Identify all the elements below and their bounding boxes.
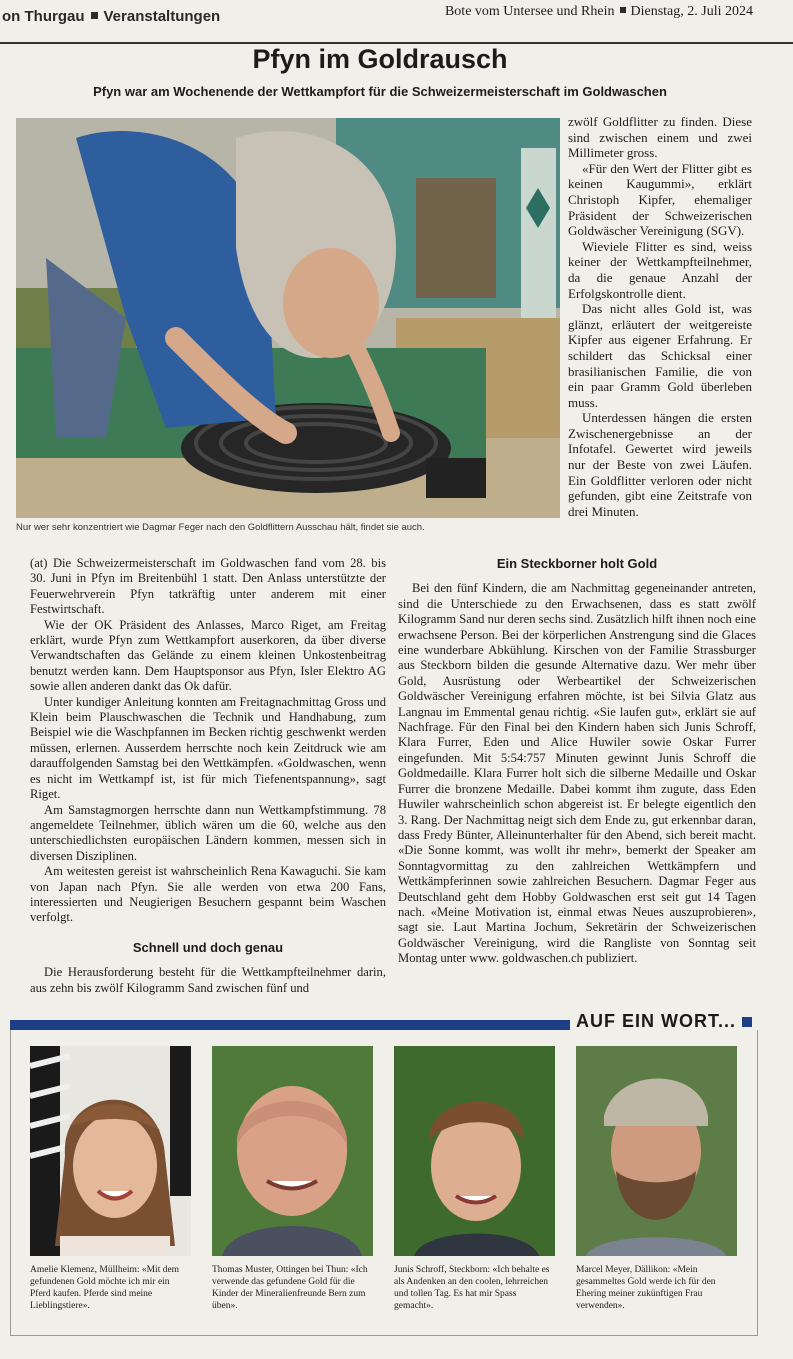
auf-ein-wort-label <box>570 1011 758 1032</box>
paragraph: Am Samstagmorgen herrschte dann nun Wettkampfstimmung. 78 angemeldete Teilnehmer, üblich wären um die 60, welche aus den unterschiedlichsten europäischen Ländern kommen, messen sich in diversen Disziplinen. <box>30 802 386 863</box>
paragraph: Am weitesten gereist ist wahrscheinlich Rena Kawaguchi. Sie kam von Japan nach Pfyn. Sie alle werden von etwa 200 Fans, interessierten und Neugierigen Besuchern gespannt beim Waschen verfolgt. <box>30 864 386 925</box>
article-title: Pfyn im Goldrausch <box>252 44 508 74</box>
paragraph: Das nicht alles Gold ist, was glänzt, erläutert der weitgereiste Kipfer aus eigener Erfahrung. Er schildert das Schicksal einer brasilianischen Familie, die von ein paar Gramm Gold überleben muss. <box>568 301 752 410</box>
paper-and-date <box>445 4 753 20</box>
paragraph: «Für den Wert der Flitter gibt es keinen Kaugummi», erklärt Christoph Kipfer, ehemaliger Präsident der Schweizerischen Goldwäscher Vereinigung (SGV). <box>568 160 752 239</box>
bullet-square-icon <box>91 12 98 19</box>
portrait-photo <box>30 1046 191 1256</box>
running-head <box>0 0 793 44</box>
paragraph: Bei den fünf Kindern, die am Nachmittag gegeneinander antreten, sind die Unterschiede zu den Erwachsenen, dass es statt zwölf Kilogramm Sand nur deren sechs sind. Zusätzlich hilft ihnen noch eine erwachsene Person. Bei der körperlichen Anstrengung sind die Glaces eine wunderbare Abkühlung. Kirschen von der Familie Strassburger aus Steckborn bilden die gesunde Alternative dazu. Wer mehr über Gold, Ausrüstung oder Werbeartikel der Schweizerischen Goldwäscher Vereinigung erfahren möchte, ist bei Silvia Glatz aus Langnau im Emmental genau richtig. «Sie laufen gut», erklärt sie auf Nachfrage. Für den Final bei den Kindern haben sich Junis Schroff, Klara Furrer, Eden und Alice Huwiler sowie Oskar Furrer eingefunden. Mit 5:54:757 Minuten gewinnt Junis Schroff die Goldmedaille. Klara Furrer holt sich die silberne Medaille und Oskar Furrer die bronzene Medaille. Dabei kommt ihm zugute, dass Eden Huwiler wahrscheinlich schon abgereist ist. Er belegte eigentlich den 3. Rang. Der Nachmittag neigt sich dem Ende zu, gut erkennbar daran, dass Fredy Bünter, Alleinunterhalter für den Abend, sich bereit macht. «Die Sonne kommt, was wollt ihr mehr», bemerkt der Speaker am Sonntagvormittag zu den zahlreichen Wettkämpfern und Wettkämpferinnen sowie zahlreichen Besuchern. Dagmar Feger aus Deutschland geht dem Hobby Goldwaschen erst seit gut 14 Tagen nach. «Meine Motivation ist, einmal etwas Neues auszuprobieren», sagt sie. Laut Martina Jochum, Sekretärin der Schweizerischen Goldwäscher Vereinigung, wird die Rangliste von Sonntag seit Montag unter www. goldwaschen.ch publiziert. <box>398 581 756 966</box>
left-column <box>30 556 386 996</box>
portrait-card <box>212 1046 373 1312</box>
paragraph: zwölf Goldflitter zu finden. Diese sind zwischen einem und zwei Millimeter gross. <box>568 114 752 161</box>
section-label <box>2 8 220 25</box>
paragraph: (at) Die Schweizermeisterschaft im Goldwaschen fand vom 28. bis 30. Juni in Pfyn im Breitenbühl 1 statt. Den Anlass unterstützte der Feuerwehrverein Pfyn tatkräftig unter anderem mit einer Festwirtschaft. <box>30 556 386 617</box>
portrait-card <box>576 1046 737 1312</box>
girl-portrait-icon <box>30 1046 191 1256</box>
issue-date: Dienstag, 2. Juli 2024 <box>630 4 753 19</box>
paper-name: Bote vom Untersee und Rhein <box>444 4 615 19</box>
portrait-card <box>394 1046 555 1312</box>
gold-panning-photo <box>16 118 560 518</box>
bearded-man-portrait-icon <box>576 1046 737 1256</box>
quote-text: Junis Schroff, Steckborn: «Ich behalte es als Andenken an den coolen, lehrreichen und tollen Tag. Es hat mir Spass gemacht». <box>394 1265 550 1311</box>
square-icon <box>742 1017 752 1027</box>
paragraph: Unterdessen hängen die ersten Zwischenergebnisse an der Infotafel. Gewertet wird jeweils nur der Beste von zwei Läufen. Ein Goldflitter verloren oder nicht gefunden, gibt eine Zeitstrafe von drei Minuten. <box>568 410 752 519</box>
boy-portrait-icon <box>394 1046 555 1256</box>
main-photo <box>16 118 560 518</box>
paragraph: Die Herausforderung besteht für die Wettkampfteilnehmer darin, aus zehn bis zwölf Kilogramm Sand zwischen fünf und <box>30 965 386 995</box>
right-column <box>568 114 752 519</box>
subheading: Schnell und doch genau <box>132 939 284 955</box>
section-region: on Thurgau <box>2 8 85 25</box>
paragraph: Wie der OK Präsident des Anlasses, Marco Riget, am Freitag erklärt, wurde Pfyn zum Wettkampfort auserkoren, da über diverse Verwandtschaften das Gelände zu einem kleinen Unkostenbeitrag benutzt werden kann. Dem Hauptsponsor aus Pfyn, Isler Elektro AG sowie allen anderen dankt das Ok dafür. <box>30 617 386 694</box>
portrait-photo <box>212 1046 373 1256</box>
paragraph: Unter kundiger Anleitung konnten am Freitagnachmittag Gross und Klein beim Plauschwaschen die Technik und Handhabung, zum Beispiel wie die Waschpfannen im Becken richtig geschwenkt werden müssen, erlernen. Ausserdem herrschte noch kein Zeitdruck wie am darauffolgenden Samstag bei den Wettkämpfen. «Goldwaschen, wenn es nicht im Wettkampf ist, ist für mich Tiefenentspannung», sagt Riget. <box>30 694 386 802</box>
man-portrait-icon <box>212 1046 373 1256</box>
article-subtitle: Pfyn war am Wochenende der Wettkampfort für die Schweizermeisterschaft im Goldwaschen <box>93 84 667 99</box>
section-category: Veranstaltungen <box>103 8 221 25</box>
subheading: Ein Steckborner holt Gold <box>496 556 658 571</box>
quote-text: Marcel Meyer, Dällikon: «Mein gesammeltes Gold werde ich für den Ehering meiner zukünftigen Frau verwenden». <box>576 1265 716 1311</box>
quote-text: Amelie Klemenz, Müllheim: «Mit dem gefundenen Gold möchte ich mir ein Pferd kaufen. Pferde sind meine Lieblingstiere». <box>30 1265 180 1311</box>
quote-text: Thomas Muster, Ottingen bei Thun: «Ich verwende das gefundene Gold für die Kinder der Mineralienfreunde Bern zum üben». <box>212 1265 368 1311</box>
portrait-card <box>30 1046 191 1312</box>
photo-caption: Nur wer sehr konzentriert wie Dagmar Feger nach den Goldflittern Ausschau hält, findet sie auch. <box>16 522 425 533</box>
paragraph: Wieviele Flitter es sind, weiss keiner der Wettkampfteilnehmer, da die genaue Anzahl der Erfolgskontrolle dient. <box>568 238 752 301</box>
portrait-photo <box>394 1046 555 1256</box>
bullet-square-icon <box>620 7 626 13</box>
portrait-photo <box>576 1046 737 1256</box>
label-text: AUF EIN WORT... <box>575 1011 736 1031</box>
middle-column <box>398 556 756 967</box>
